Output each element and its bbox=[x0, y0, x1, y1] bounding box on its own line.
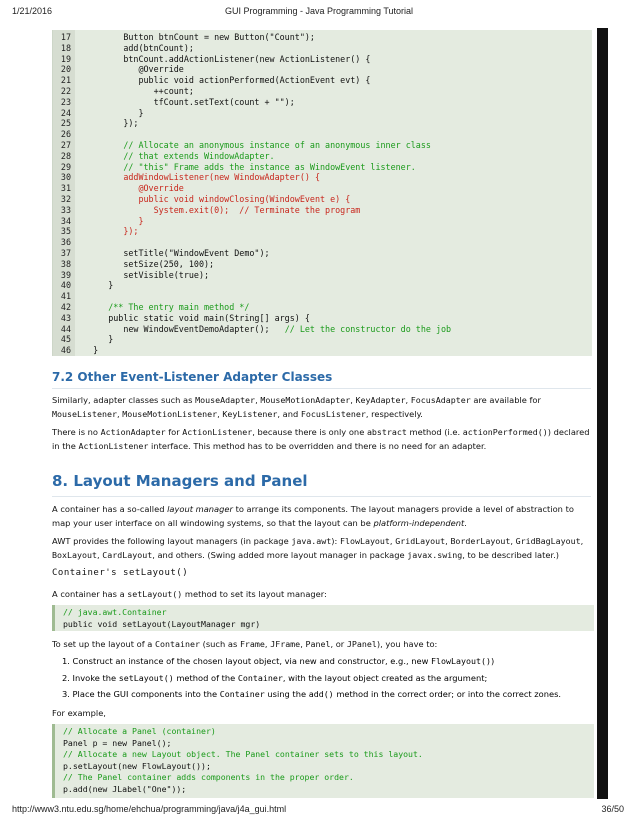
code-line: Panel p = new Panel(); bbox=[63, 737, 172, 748]
code-line: // java.awt.Container bbox=[63, 607, 167, 617]
code-statement: Button btnCount = new Button("Count"); bbox=[83, 32, 315, 42]
line-number: 43 bbox=[60, 312, 71, 323]
text-run: , because there is only one bbox=[252, 427, 367, 437]
code-text bbox=[83, 151, 275, 162]
code-text bbox=[83, 302, 249, 313]
code-statement: } bbox=[83, 345, 99, 356]
text-run: , bbox=[350, 395, 356, 405]
line-number: 36 bbox=[60, 237, 71, 248]
code-statement: new WindowEventDemoAdapter(); bbox=[83, 323, 285, 334]
text-run: , respectively. bbox=[365, 409, 423, 420]
code-text bbox=[83, 280, 113, 291]
code-line bbox=[53, 215, 144, 227]
inline-code: javax.swing bbox=[407, 550, 463, 561]
code-line bbox=[53, 172, 320, 183]
right-margin-bar bbox=[597, 28, 608, 799]
text-run: , bbox=[116, 409, 123, 420]
code-line bbox=[53, 312, 310, 324]
code-line: public void setLayout(LayoutManager mgr) bbox=[63, 618, 261, 629]
code-text bbox=[83, 334, 113, 345]
text-run: , bbox=[300, 639, 306, 649]
page-url: http://www3.ntu.edu.sg/home/ehchua/programming/java/j4a_gui.html bbox=[12, 804, 287, 814]
text-run: are available for bbox=[470, 395, 541, 405]
text-run: using the bbox=[264, 689, 309, 699]
code-text bbox=[83, 118, 138, 129]
code-text bbox=[83, 194, 350, 205]
page-title: GUI Programming - Java Programming Tutorial bbox=[224, 6, 414, 16]
code-line bbox=[53, 64, 184, 75]
section-heading-7-2: 7.2 Other Event-Listener Adapter Classes bbox=[52, 370, 591, 389]
code-line bbox=[53, 118, 139, 129]
code-statement: @Override bbox=[83, 183, 184, 194]
code-statement: }); bbox=[83, 118, 139, 129]
text-run: There is no bbox=[52, 427, 101, 437]
line-number: 25 bbox=[60, 118, 71, 129]
inline-code: FocusAdapter bbox=[410, 395, 471, 405]
code-statement: } bbox=[83, 334, 114, 345]
inline-code: actionPerformed() bbox=[462, 427, 548, 437]
code-text bbox=[83, 108, 144, 119]
code-text bbox=[83, 324, 451, 335]
paragraph-setup bbox=[52, 637, 591, 651]
code-line bbox=[53, 345, 99, 356]
text-run: ): bbox=[331, 536, 340, 546]
code-text bbox=[83, 162, 416, 173]
code-statement: System.exit(0); // Terminate the program bbox=[83, 204, 361, 215]
inline-code: ActionListener bbox=[182, 427, 253, 437]
line-number: 32 bbox=[60, 194, 71, 204]
list-item bbox=[62, 688, 582, 700]
inline-code: BorderLayout bbox=[450, 536, 511, 546]
inline-code: Panel bbox=[305, 639, 331, 649]
inline-code: FlowLayout() bbox=[431, 656, 491, 666]
emphasis-text: platform-independent bbox=[373, 518, 465, 529]
text-run: , to be described later.) bbox=[462, 550, 559, 561]
code-text bbox=[83, 270, 209, 281]
list-item bbox=[62, 655, 582, 667]
code-line bbox=[53, 204, 361, 216]
code-statement: tfCount.setText(count + ""); bbox=[83, 96, 295, 107]
line-number: 39 bbox=[60, 269, 71, 280]
code-statement: btnCount.addActionListener(new ActionListener() { bbox=[83, 53, 371, 64]
line-number: 28 bbox=[60, 150, 71, 161]
emphasis-text: layout manager bbox=[167, 504, 233, 514]
code-line bbox=[53, 269, 210, 281]
code-line bbox=[53, 258, 215, 270]
line-number: 29 bbox=[60, 161, 71, 172]
code-line bbox=[53, 75, 371, 86]
code-line bbox=[53, 291, 71, 302]
code-line bbox=[53, 86, 194, 97]
text-run: to arrange its components. The layout managers provide a level of abstraction to map your user interface on all windowing systems, so that the layout can be bbox=[52, 504, 574, 529]
text-run: . bbox=[464, 518, 467, 529]
paragraph-layout-manager bbox=[52, 502, 591, 530]
text-run: , bbox=[264, 639, 271, 649]
code-statement: /** The entry main method */ bbox=[83, 302, 250, 312]
inline-code: MouseAdapter bbox=[195, 395, 256, 405]
inline-code: Container bbox=[219, 689, 265, 699]
text-run: (such as bbox=[199, 639, 240, 649]
code-line bbox=[53, 226, 139, 237]
code-line bbox=[53, 32, 315, 43]
code-statement: }); bbox=[83, 226, 139, 237]
line-number: 27 bbox=[60, 140, 71, 150]
code-statement: public static void main(String[] args) { bbox=[83, 312, 310, 323]
inline-code: CardLayout bbox=[102, 550, 153, 561]
code-statement: } bbox=[83, 107, 144, 118]
text-run: method (i.e. bbox=[406, 427, 463, 437]
code-line bbox=[53, 140, 431, 151]
code-line: p.setLayout(new FlowLayout()); bbox=[63, 760, 211, 771]
code-line bbox=[53, 53, 371, 65]
inline-code: add() bbox=[308, 689, 334, 699]
line-number: 31 bbox=[60, 183, 71, 194]
text-run: method to set its layout manager: bbox=[182, 589, 327, 599]
code-text bbox=[83, 248, 270, 259]
code-statement: } bbox=[83, 280, 114, 291]
sub-heading-setlayout: Container's setLayout() bbox=[52, 568, 189, 578]
line-number: 18 bbox=[60, 42, 71, 53]
code-statement: // "this" Frame adds the instance as WindowEvent listener. bbox=[83, 161, 416, 172]
text-run: , bbox=[580, 536, 584, 546]
code-line bbox=[53, 42, 194, 54]
text-run: , bbox=[217, 409, 223, 420]
paragraph-action-adapter bbox=[52, 425, 591, 453]
inline-code: java.awt bbox=[291, 536, 332, 546]
code-text bbox=[83, 172, 320, 183]
inline-code: ActionListener bbox=[78, 441, 149, 452]
code-statement: public void actionPerformed(ActionEvent evt) { bbox=[83, 75, 371, 86]
inline-code: Container bbox=[155, 639, 200, 649]
code-text bbox=[83, 86, 194, 97]
code-text bbox=[83, 313, 310, 324]
inline-code: JPanel bbox=[346, 639, 377, 649]
code-statement: // that extends WindowAdapter. bbox=[83, 150, 275, 161]
code-statement: setSize(250, 100); bbox=[83, 258, 215, 269]
inline-code: KeyListener bbox=[222, 409, 278, 420]
code-statement: setTitle("WindowEvent Demo"); bbox=[83, 248, 270, 258]
text-run: ), you have to: bbox=[376, 639, 438, 649]
line-number: 21 bbox=[60, 75, 71, 86]
line-number: 17 bbox=[60, 32, 71, 42]
line-number: 20 bbox=[60, 64, 71, 75]
text-run: To set up the layout of a bbox=[52, 639, 155, 649]
inline-code: GridBagLayout bbox=[515, 536, 581, 546]
code-listing bbox=[52, 30, 592, 356]
inline-code: FlowLayout bbox=[339, 536, 390, 546]
code-text bbox=[83, 226, 138, 237]
code-line bbox=[53, 280, 114, 291]
inline-code: GridLayout bbox=[395, 536, 446, 546]
line-number: 33 bbox=[60, 204, 71, 215]
line-number: 23 bbox=[60, 96, 71, 107]
inline-code: MouseListener bbox=[52, 409, 117, 420]
line-number: 41 bbox=[60, 291, 71, 302]
text-run: interface. This method has to be overridden and there is no need for an adapter. bbox=[148, 441, 487, 452]
inline-code: ActionAdapter bbox=[100, 427, 166, 437]
text-run: 1. Construct an instance of the chosen layout object, via new and constructor, e.g., new bbox=[62, 656, 432, 666]
inline-code: MouseMotionAdapter bbox=[260, 395, 351, 405]
line-number: 22 bbox=[60, 86, 71, 96]
line-number: 19 bbox=[60, 53, 71, 64]
paragraph-setlayout bbox=[52, 587, 591, 601]
code-comment: // Let the constructor do the job bbox=[284, 323, 452, 334]
text-run: A container has a bbox=[52, 589, 128, 599]
line-number: 45 bbox=[60, 334, 71, 345]
paragraph-example bbox=[52, 706, 591, 720]
text-run: ) declared in the bbox=[52, 427, 590, 452]
code-line bbox=[53, 194, 351, 205]
text-run: , bbox=[445, 536, 451, 546]
inline-code: JFrame bbox=[270, 639, 301, 649]
code-statement: } bbox=[83, 215, 144, 226]
paragraph-adapters bbox=[52, 393, 591, 421]
code-line bbox=[53, 129, 71, 140]
line-number: 37 bbox=[60, 248, 71, 258]
code-line bbox=[53, 237, 71, 248]
text-run: A container has a so-called bbox=[52, 504, 168, 514]
inline-code: setLayout() bbox=[118, 673, 174, 683]
line-number: 38 bbox=[60, 258, 71, 269]
code-statement: ++count; bbox=[83, 86, 194, 96]
text-run: , with the layout object created as the argument; bbox=[282, 673, 488, 683]
line-number: 46 bbox=[60, 345, 71, 356]
code-text bbox=[83, 205, 360, 216]
text-run: , bbox=[405, 395, 411, 405]
text-run: Similarly, adapter classes such as bbox=[52, 395, 196, 405]
code-line bbox=[53, 323, 452, 335]
text-run: method in the correct order; or into the correct zones. bbox=[333, 689, 562, 699]
line-number: 40 bbox=[60, 280, 71, 291]
code-line bbox=[53, 334, 114, 345]
code-text bbox=[83, 97, 295, 108]
print-date: 1/21/2016 bbox=[12, 6, 53, 16]
text-run: , or bbox=[330, 639, 347, 649]
code-statement: addWindowListener(new WindowAdapter() { bbox=[83, 172, 320, 183]
code-text bbox=[83, 64, 184, 75]
code-line: p.add(new JLabel("One")); bbox=[63, 783, 187, 794]
text-run: for bbox=[165, 427, 183, 437]
text-run: method of the bbox=[173, 673, 238, 683]
page-number: 36/50 bbox=[601, 804, 624, 814]
code-line bbox=[53, 183, 184, 194]
code-line bbox=[53, 302, 250, 313]
text-run: , and others. (Swing added more layout manager in package bbox=[152, 550, 408, 561]
code-line bbox=[53, 96, 295, 108]
page-footer bbox=[0, 804, 638, 818]
inline-code: MouseMotionListener bbox=[122, 409, 218, 420]
code-line bbox=[53, 150, 275, 162]
code-text bbox=[83, 216, 144, 227]
inline-code: BoxLayout bbox=[52, 550, 97, 561]
code-text bbox=[83, 140, 431, 151]
paragraph-awt-layouts bbox=[52, 534, 591, 562]
text-run: ) bbox=[490, 656, 495, 666]
code-line: // The Panel container adds components in the proper order. bbox=[63, 772, 354, 782]
code-line bbox=[53, 248, 270, 259]
line-number: 24 bbox=[60, 107, 71, 118]
inline-code: FocusListener bbox=[300, 409, 366, 420]
inline-code: KeyAdapter bbox=[355, 395, 406, 405]
inline-code: Frame bbox=[239, 639, 265, 649]
code-text bbox=[83, 259, 214, 270]
inline-code: Container bbox=[237, 673, 283, 683]
code-text bbox=[83, 75, 370, 86]
code-line: // Allocate a Panel (container) bbox=[63, 726, 216, 736]
line-number: 42 bbox=[60, 302, 71, 312]
line-number: 30 bbox=[60, 172, 71, 183]
code-line bbox=[53, 161, 416, 173]
code-statement: @Override bbox=[83, 64, 184, 75]
code-statement: add(btnCount); bbox=[83, 42, 194, 53]
text-run: For example, bbox=[52, 708, 106, 718]
line-number: 26 bbox=[60, 129, 71, 140]
code-statement: public void windowClosing(WindowEvent e) { bbox=[83, 194, 351, 204]
inline-code: abstract bbox=[366, 427, 407, 437]
code-statement: // Allocate an anonymous instance of an anonymous inner class bbox=[83, 140, 431, 150]
code-statement: setVisible(true); bbox=[83, 269, 210, 280]
code-text bbox=[83, 54, 370, 65]
list-item bbox=[62, 672, 582, 684]
code-text bbox=[83, 43, 194, 54]
code-box-example bbox=[52, 724, 594, 798]
text-run: 3. Place the GUI components into the bbox=[62, 689, 220, 699]
text-run: , and bbox=[277, 409, 301, 420]
line-number: 35 bbox=[60, 226, 71, 237]
section-heading-8: 8. Layout Managers and Panel bbox=[52, 472, 591, 497]
text-run: , bbox=[255, 395, 261, 405]
inline-code: setLayout() bbox=[127, 589, 183, 599]
code-text bbox=[83, 32, 315, 43]
text-run: 2. Invoke the bbox=[62, 673, 119, 683]
line-number: 44 bbox=[60, 323, 71, 334]
text-run: , bbox=[389, 536, 396, 546]
code-line: // Allocate a new Layout object. The Panel container sets to this layout. bbox=[63, 749, 423, 759]
text-run: , bbox=[96, 550, 103, 561]
code-text bbox=[83, 345, 98, 356]
code-line bbox=[53, 107, 144, 119]
line-number: 34 bbox=[60, 215, 71, 226]
code-box-setlayout bbox=[52, 605, 594, 631]
text-run: AWT provides the following layout managers (in package bbox=[52, 536, 292, 546]
code-text bbox=[83, 183, 184, 194]
page-header bbox=[0, 6, 638, 20]
text-run: , bbox=[510, 536, 516, 546]
